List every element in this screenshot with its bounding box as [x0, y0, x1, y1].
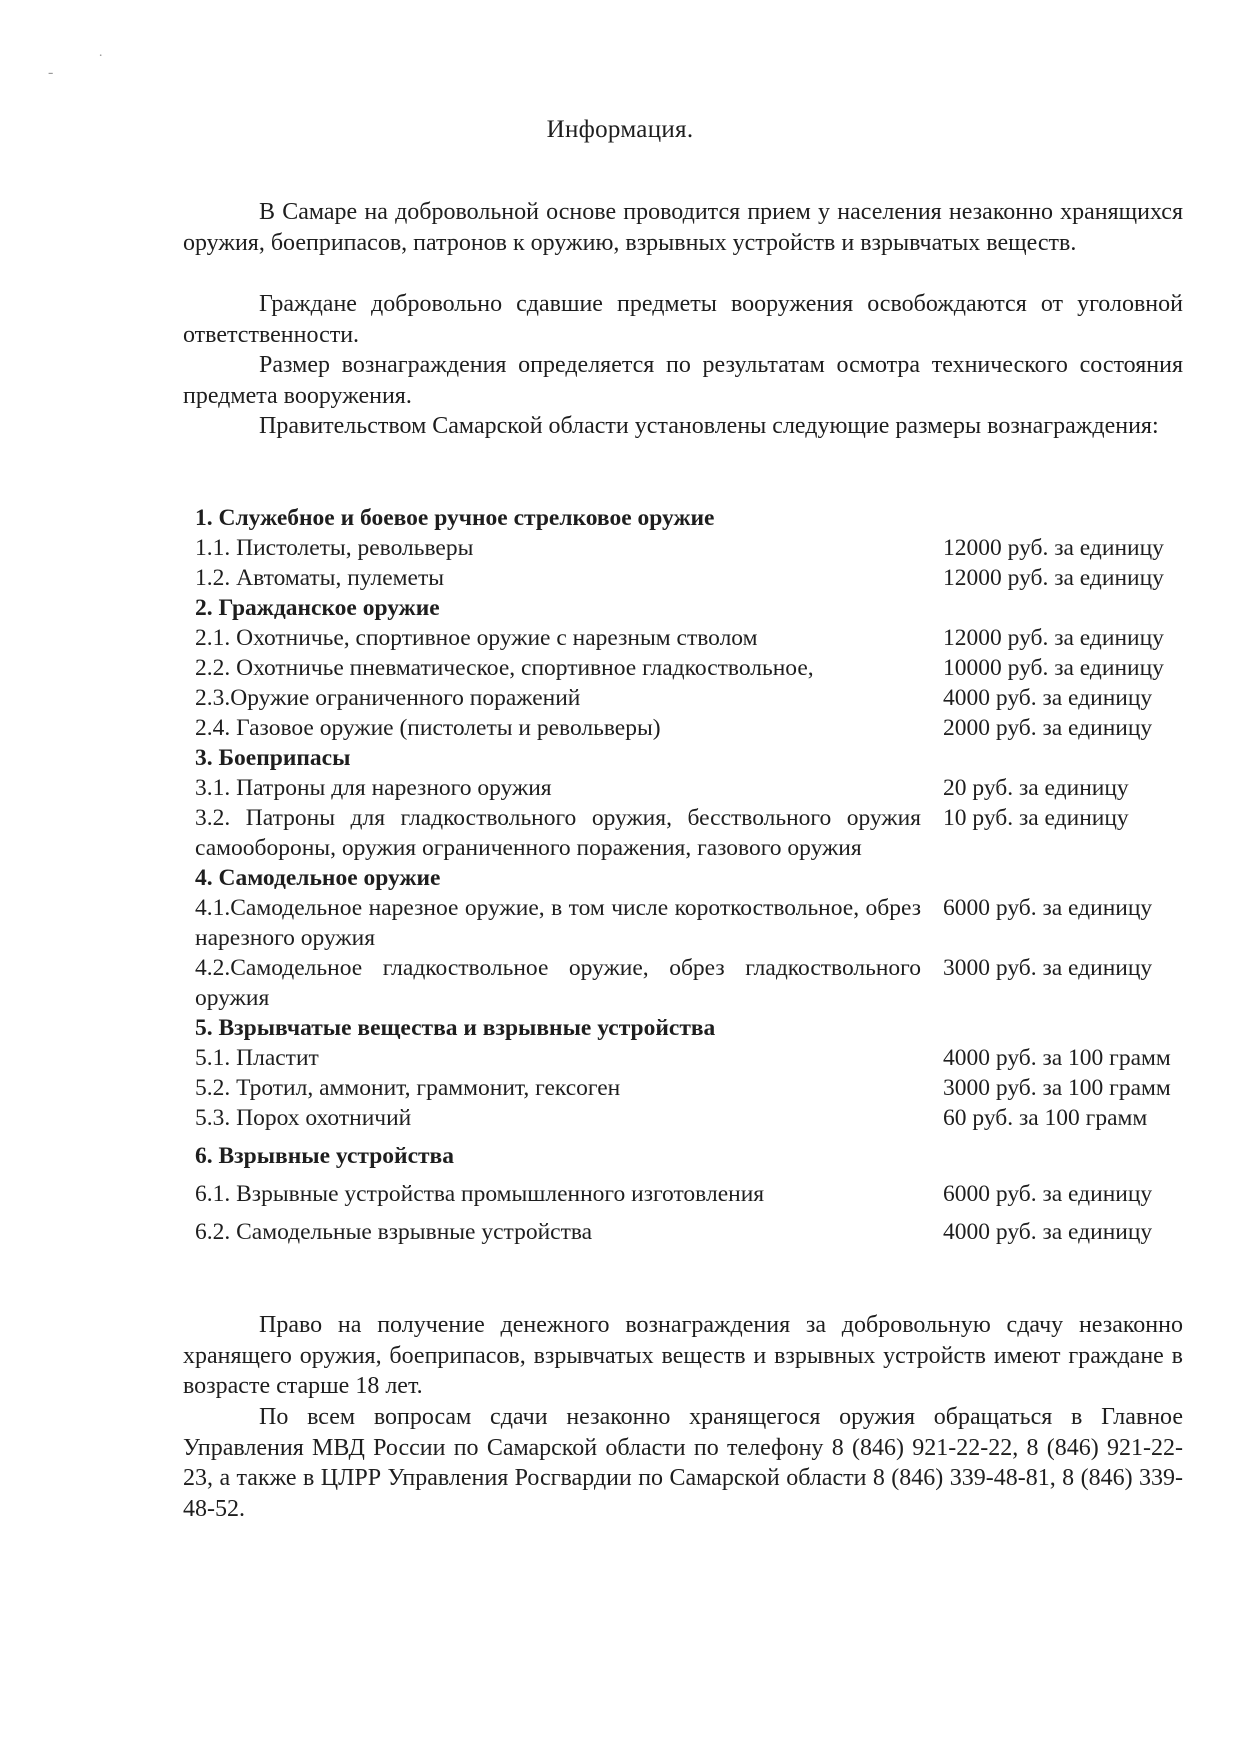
- section-title: 3. Боеприпасы: [195, 745, 351, 771]
- table-row: [195, 713, 1195, 743]
- item-name: 3.2. Патроны для гладкоствольного оружия, бесствольного оружия самообороны, оружия ограниченного поражения, газового оружия: [195, 805, 921, 861]
- item-price: 4000 руб. за 100 грамм: [943, 1045, 1171, 1071]
- item-price: 12000 руб. за единицу: [943, 625, 1164, 651]
- table-row: [195, 1073, 1195, 1103]
- item-name: 6.1. Взрывные устройства промышленного изготовления: [195, 1181, 765, 1207]
- item-price: 3000 руб. за 100 грамм: [943, 1075, 1171, 1101]
- scan-artifact: -: [48, 64, 54, 81]
- scan-artifact: ˙: [98, 52, 104, 69]
- contacts-paragraph: [183, 1402, 1183, 1524]
- item-name: 1.2. Автоматы, пулеметы: [195, 565, 445, 591]
- table-row: [195, 893, 1195, 953]
- item-name: 2.1. Охотничье, спортивное оружие с нарезным стволом: [195, 625, 758, 651]
- table-row: [195, 1103, 1195, 1133]
- table-row: [195, 533, 1195, 563]
- item-name: 4.2.Самодельное гладкоствольное оружие, обрез гладкоствольного оружия: [195, 955, 921, 1011]
- table-row: [195, 1179, 1195, 1209]
- section-title: 2. Гражданское оружие: [195, 595, 440, 621]
- item-price: 4000 руб. за единицу: [943, 685, 1153, 711]
- item-price: 10 руб. за единицу: [943, 805, 1129, 831]
- item-price: 12000 руб. за единицу: [943, 535, 1164, 561]
- exemption-text: Граждане добровольно сдавшие предметы вооружения освобождаются от уголовной ответственности.: [183, 291, 1183, 348]
- table-row: [195, 773, 1195, 803]
- section-title: 5. Взрывчатые вещества и взрывные устройства: [195, 1015, 716, 1041]
- item-price: 12000 руб. за единицу: [943, 565, 1164, 591]
- reward-size-text: Размер вознаграждения определяется по результатам осмотра технического состояния предмета вооружения.: [183, 352, 1183, 409]
- item-name: 5.2. Тротил, аммонит, граммонит, гексоген: [195, 1075, 621, 1101]
- section-title: 4. Самодельное оружие: [195, 865, 441, 891]
- intro-paragraph: [183, 197, 1183, 258]
- section-title: 1. Служебное и боевое ручное стрелковое оружие: [195, 505, 715, 531]
- item-price: 3000 руб. за единицу: [943, 955, 1153, 981]
- item-name: 6.2. Самодельные взрывные устройства: [195, 1219, 593, 1245]
- item-price: 60 руб. за 100 грамм: [943, 1105, 1148, 1131]
- item-name: 5.1. Пластит: [195, 1045, 319, 1071]
- reward-size-paragraph: [183, 350, 1183, 411]
- table-row: [195, 683, 1195, 713]
- item-price: 10000 руб. за единицу: [943, 655, 1164, 681]
- table-row: [195, 623, 1195, 653]
- government-paragraph: [183, 411, 1183, 442]
- exemption-paragraph: [183, 289, 1183, 350]
- item-name: 3.1. Патроны для нарезного оружия: [195, 775, 552, 801]
- item-price: 20 руб. за единицу: [943, 775, 1129, 801]
- item-name: 5.3. Порох охотничий: [195, 1105, 412, 1131]
- item-name: 4.1.Самодельное нарезное оружие, в том числе короткоствольное, обрез нарезного оружия: [195, 895, 921, 951]
- item-price: 6000 руб. за единицу: [943, 1181, 1153, 1207]
- reward-table: [195, 503, 1195, 1247]
- table-row: [195, 953, 1195, 1013]
- eligibility-text: Право на получение денежного вознаграждения за добровольную сдачу незаконно хранящего оружия, боеприпасов, взрывчатых веществ и взрывных устройств имеют граждане в возрасте старше 18 лет.: [183, 1312, 1183, 1399]
- item-price: 2000 руб. за единицу: [943, 715, 1153, 741]
- table-row: [195, 1217, 1195, 1247]
- item-name: 2.3.Оружие ограниченного поражений: [195, 685, 581, 711]
- item-name: 1.1. Пистолеты, револьверы: [195, 535, 474, 561]
- eligibility-paragraph: [183, 1310, 1183, 1402]
- table-row: [195, 803, 1195, 863]
- intro-text: В Самаре на добровольной основе проводится прием у населения незаконно хранящихся оружия, боеприпасов, патронов к оружию, взрывных устройств и взрывчатых веществ.: [183, 199, 1183, 256]
- section-title: 6. Взрывные устройства: [195, 1143, 454, 1169]
- item-price: 4000 руб. за единицу: [943, 1219, 1153, 1245]
- table-row: [195, 1043, 1195, 1073]
- table-row: [195, 563, 1195, 593]
- item-name: 2.2. Охотничье пневматическое, спортивное гладкоствольное,: [195, 655, 814, 681]
- contacts-text: По всем вопросам сдачи незаконно хранящегося оружия обращаться в Главное Управления МВД России по Самарской области по телефону 8 (846) 921-22-22, 8 (846) 921-22-23, а также в ЦЛРР Управления Росгвардии по Самарской области 8 (846) 339-48-81, 8 (846) 339-48-52.: [183, 1404, 1183, 1522]
- government-text: Правительством Самарской области установлены следующие размеры вознаграждения:: [259, 413, 1159, 439]
- item-price: 6000 руб. за единицу: [943, 895, 1153, 921]
- item-name: 2.4. Газовое оружие (пистолеты и револьверы): [195, 715, 661, 741]
- table-row: [195, 653, 1195, 683]
- page-title: Информация.: [546, 116, 694, 143]
